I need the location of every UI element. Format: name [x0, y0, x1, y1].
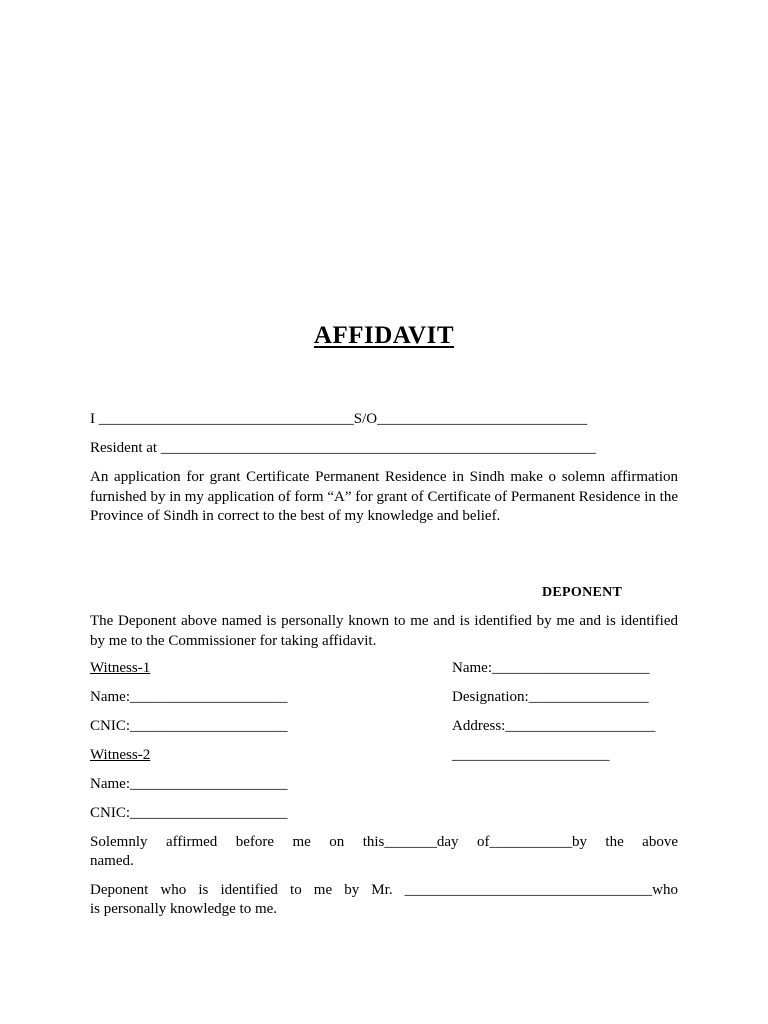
- document-title-text: AFFIDAVIT: [313, 322, 455, 349]
- identified-by-line-end: is personally knowledge to me.: [90, 901, 278, 917]
- designation-field: Designation:________________: [452, 689, 649, 705]
- resident-at-line: Resident at __________________________________________________________: [90, 440, 596, 456]
- witness-2-cnic-field: CNIC:_____________________: [90, 805, 288, 821]
- solemnly-affirmed-line-end: named.: [90, 853, 134, 869]
- name-so-line: I __________________________________S/O____________________________: [90, 411, 588, 427]
- witness-2-label-text: Witness-2: [90, 747, 151, 763]
- witness-2-name-field: Name:_____________________: [90, 776, 288, 792]
- witness-1-label-text: Witness-1: [90, 660, 151, 676]
- commissioner-name-field: Name:_____________________: [452, 660, 650, 676]
- witness-1-name-field: Name:_____________________: [90, 689, 288, 705]
- address-continuation-field: _____________________: [452, 747, 610, 763]
- application-paragraph: An application for grant Certificate Permanent Residence in Sindh make o solemn affirmation furnished by in my application of form “A” for grant of Certificate of Permanent Residence in the Province of Sindh in correct to the best of my knowledge and belief.: [90, 469, 678, 524]
- solemnly-affirmed-line: Solemnly affirmed before me on this_______day of___________by the above: [90, 834, 678, 850]
- witness-2-label: [90, 746, 150, 766]
- witness-1-cnic-field: CNIC:_____________________: [90, 718, 288, 734]
- deponent-label: DEPONENT: [542, 585, 623, 600]
- document-title: [0, 322, 768, 349]
- identified-by-line: Deponent who is identified to me by Mr. _________________________________who: [90, 882, 678, 898]
- identification-paragraph: The Deponent above named is personally known to me and is identified by me and is identified by me to the Commissioner for taking affidavit.: [90, 613, 678, 649]
- witness-1-label: [90, 659, 150, 679]
- address-field: Address:____________________: [452, 718, 656, 734]
